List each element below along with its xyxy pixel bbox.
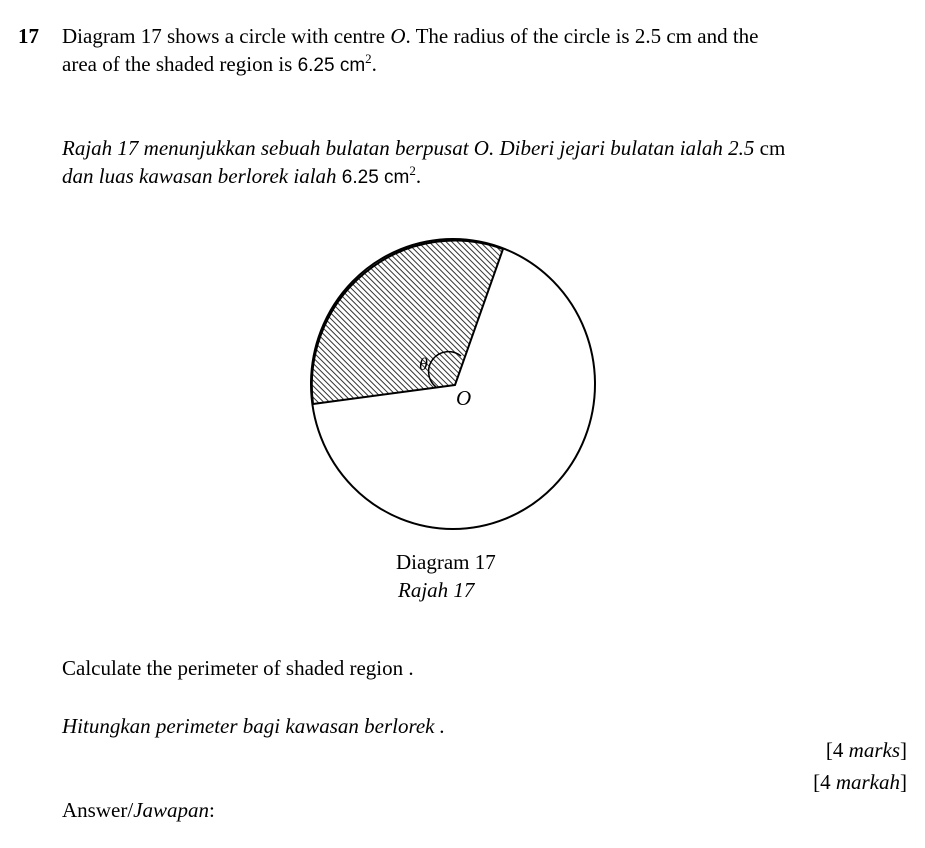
centre-label: O [456,386,472,410]
marks-ms: [4 markah] [813,770,907,794]
question-text-en-1: Diagram 17 shows a circle with centre O. The radius of the circle is 2.5 cm and the [62,24,759,48]
question-number: 17 [18,24,39,48]
diagram-caption-ms: Rajah 17 [398,578,475,602]
task-ms: Hitungkan perimeter bagi kawasan berlorek . [62,714,445,738]
theta-label: θ [419,354,428,374]
question-text-ms-1: Rajah 17 menunjukkan sebuah bulatan berpusat O. Diberi jejari bulatan ialah 2.5 cm [62,136,786,160]
question-text-ms-2: dan luas kawasan berlorek ialah 6.25 $cm^2$. [62,163,422,188]
answer-label: Answer/Jawapan: [62,798,215,822]
diagram-caption-en: Diagram 17 [396,550,496,574]
shaded-sector [312,241,503,404]
marks-en: [4 marks] [825,738,907,762]
task-en: Calculate the perimeter of shaded region . [62,656,414,680]
question-text-en-2: area of the shaded region is 6.25 $cm^2$. [62,51,377,76]
